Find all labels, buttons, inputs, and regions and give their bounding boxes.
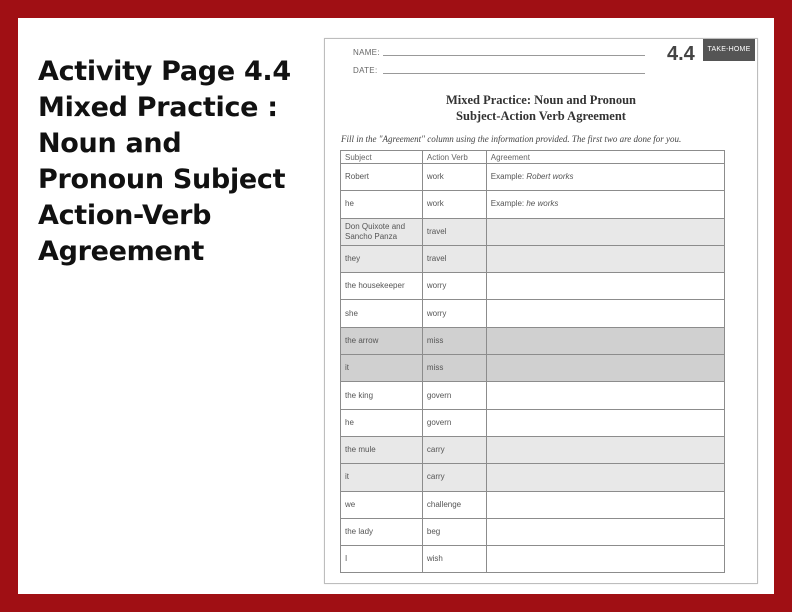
subject-cell: the housekeeper (341, 273, 423, 300)
action-verb-cell: worry (422, 300, 486, 327)
slide-title-line: Noun and (38, 128, 182, 159)
table-row (341, 191, 725, 218)
date-line (383, 73, 645, 74)
action-verb-cell: govern (422, 382, 486, 409)
date-label: DATE: (353, 66, 378, 75)
slide-title-line: Mixed Practice : (38, 92, 278, 123)
column-header-action-verb: Action Verb (422, 151, 486, 164)
column-header-agreement: Agreement (486, 151, 724, 164)
activity-number: 4.4 (667, 43, 695, 65)
agreement-cell[interactable] (486, 355, 724, 382)
action-verb-cell: challenge (422, 491, 486, 518)
subject-cell: the mule (341, 436, 423, 463)
agreement-cell[interactable] (486, 546, 724, 573)
action-verb-cell: work (422, 191, 486, 218)
agreement-cell[interactable] (486, 491, 724, 518)
agreement-cell[interactable] (486, 436, 724, 463)
agreement-cell[interactable] (486, 382, 724, 409)
action-verb-cell: miss (422, 327, 486, 354)
agreement-cell[interactable] (486, 409, 724, 436)
agreement-table (340, 150, 725, 573)
action-verb-cell: carry (422, 436, 486, 463)
table-row (341, 273, 725, 300)
table-row (341, 491, 725, 518)
agreement-cell[interactable] (486, 218, 724, 245)
slide-title-line: Agreement (38, 236, 205, 267)
table-row (341, 218, 725, 245)
action-verb-cell: wish (422, 546, 486, 573)
example-prefix: Example: (490, 199, 527, 209)
table-row (341, 245, 725, 272)
subject-cell: I (341, 546, 423, 573)
action-verb-cell: beg (422, 518, 486, 545)
slide-title (38, 54, 308, 270)
subject-cell: the king (341, 382, 423, 409)
agreement-cell[interactable] (486, 464, 724, 491)
action-verb-cell: worry (422, 273, 486, 300)
table-row (341, 327, 725, 354)
worksheet-title (325, 92, 757, 124)
slide-title-line: Activity Page 4.4 (38, 56, 291, 87)
worksheet-page (324, 38, 758, 584)
action-verb-cell: govern (422, 409, 486, 436)
table-row (341, 436, 725, 463)
table-row (341, 518, 725, 545)
subject-cell: we (341, 491, 423, 518)
subject-cell: the arrow (341, 327, 423, 354)
table-header-row (341, 151, 725, 164)
agreement-cell[interactable] (486, 273, 724, 300)
table-row (341, 382, 725, 409)
table-row (341, 546, 725, 573)
agreement-cell[interactable] (486, 164, 724, 191)
worksheet-title-line: Mixed Practice: Noun and Pronoun (445, 93, 637, 107)
take-home-badge: TAKE-HOME (703, 39, 755, 61)
example-answer: Robert works (526, 172, 574, 182)
slide-frame (18, 18, 774, 594)
subject-cell: she (341, 300, 423, 327)
action-verb-cell: travel (422, 245, 486, 272)
agreement-cell[interactable] (486, 245, 724, 272)
name-label: NAME: (353, 48, 380, 57)
name-line (383, 55, 645, 56)
subject-cell: he (341, 409, 423, 436)
action-verb-cell: travel (422, 218, 486, 245)
subject-cell: it (341, 464, 423, 491)
slide-title-line: Pronoun Subject (38, 164, 286, 195)
action-verb-cell: work (422, 164, 486, 191)
column-header-subject: Subject (341, 151, 423, 164)
agreement-cell[interactable] (486, 300, 724, 327)
example-answer: he works (526, 199, 559, 209)
table-row (341, 300, 725, 327)
action-verb-cell: carry (422, 464, 486, 491)
agreement-cell[interactable] (486, 518, 724, 545)
action-verb-cell: miss (422, 355, 486, 382)
agreement-cell[interactable] (486, 191, 724, 218)
table-row (341, 409, 725, 436)
example-prefix: Example: (490, 172, 527, 182)
subject-cell: he (341, 191, 423, 218)
table-row (341, 164, 725, 191)
table-row (341, 355, 725, 382)
agreement-cell[interactable] (486, 327, 724, 354)
slide-title-line: Action-Verb (38, 200, 212, 231)
worksheet-title-line: Subject-Action Verb Agreement (456, 109, 626, 123)
subject-cell: Robert (341, 164, 423, 191)
table-row (341, 464, 725, 491)
subject-cell: the lady (341, 518, 423, 545)
instructions: Fill in the "Agreement" column using the information provided. The first two are done for you. (341, 134, 682, 144)
subject-cell: they (341, 245, 423, 272)
subject-cell: it (341, 355, 423, 382)
subject-cell: Don Quixote and Sancho Panza (341, 218, 423, 245)
